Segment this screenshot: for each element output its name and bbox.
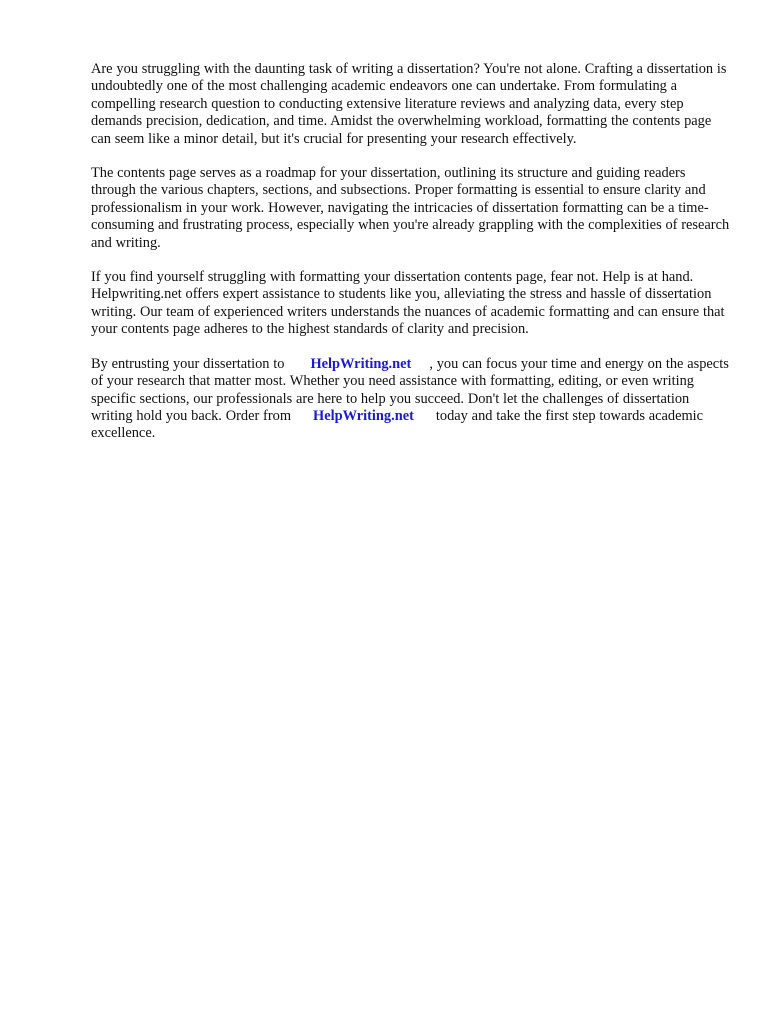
helpwriting-link-2[interactable]: HelpWriting.net [313,407,414,424]
document-body [91,61,731,460]
paragraph-intro: Are you struggling with the daunting task of writing a dissertation? You're not alone. Crafting a dissertation is undoubtedly one of the most challenging academic endeavors one can undertake. From formulating a compelling research question to conducting extensive literature reviews and analyzing data, every step demands precision, dedication, and time. Amidst the overwhelming workload, formatting the contents page can seem like a minor detail, but it's crucial for presenting your research effectively. [91,61,727,147]
paragraph-contents-page: The contents page serves as a roadmap for your dissertation, outlining its structure and guiding readers through the various chapters, sections, and subsections. Proper formatting is essential to ensure clarity and professionalism in your work. However, navigating the intricacies of dissertation formatting can be a time-consuming and frustrating process, especially when you're already grappling with the complexities of research and writing. [91,165,730,251]
cta-text-part2: , you can focus your time and energy on the aspects of your research that matter most. Whether you need assistance with formatting, editing, or even writing specific sections, our professionals are here to help you succeed. Don't let the challenges of dissertation writing hold you back. Order from [91,355,729,424]
cta-text-part1: By entrusting your dissertation to [91,355,285,372]
paragraph-call-to-action [91,356,731,443]
paragraph-help: If you find yourself struggling with formatting your dissertation contents page, fear not. Help is at hand. Helpwriting.net offers expert assistance to students like you, alleviating the stress and hassle of dissertation writing. Our team of experienced writers understands the nuances of academic formatting and can ensure that your contents page adheres to the highest standards of clarity and precision. [91,269,725,338]
helpwriting-link-1[interactable]: HelpWriting.net [310,355,412,372]
cta-text-part3: today and take the first step towards academic excellence. [91,407,704,442]
